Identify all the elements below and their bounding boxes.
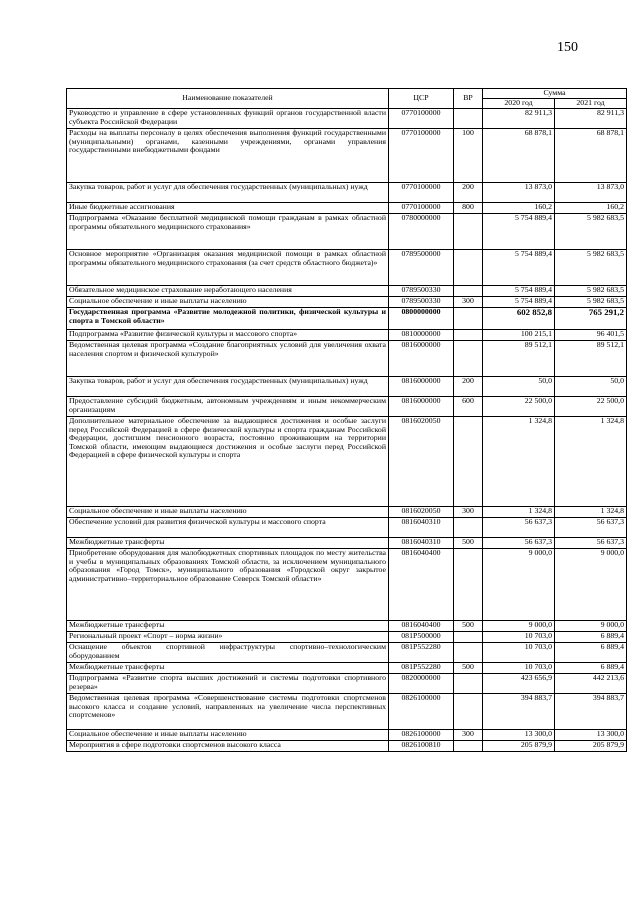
row-amount-2021: 1 324,8	[555, 417, 627, 507]
row-vr	[454, 694, 483, 730]
table-row	[67, 183, 627, 203]
row-name: Иные бюджетные ассигнования	[67, 203, 389, 214]
row-vr: 300	[454, 507, 483, 518]
row-vr: 500	[454, 538, 483, 549]
row-csr: 0770100000	[389, 109, 454, 129]
header-sum: Сумма	[483, 89, 627, 99]
row-vr	[454, 518, 483, 538]
row-name: Подпрограмма «Развитие спорта высших достижений и системы подготовки спортивного резерва»	[67, 674, 389, 694]
row-amount-2021: 765 291,2	[555, 308, 627, 330]
row-amount-2021: 5 982 683,5	[555, 297, 627, 308]
row-amount-2020: 423 656,9	[483, 674, 555, 694]
row-name: Социальное обеспечение и иные выплаты населению	[67, 507, 389, 518]
row-csr: 0826100000	[389, 730, 454, 741]
header-csr: ЦСР	[389, 89, 454, 109]
row-vr: 100	[454, 129, 483, 183]
row-amount-2021: 9 000,0	[555, 621, 627, 632]
row-amount-2021: 6 889,4	[555, 643, 627, 663]
row-vr	[454, 308, 483, 330]
row-amount-2020: 394 883,7	[483, 694, 555, 730]
row-vr	[454, 214, 483, 250]
row-vr	[454, 643, 483, 663]
row-vr: 200	[454, 183, 483, 203]
row-amount-2020: 9 000,0	[483, 549, 555, 621]
row-amount-2020: 56 637,3	[483, 538, 555, 549]
row-amount-2020: 1 324,8	[483, 417, 555, 507]
table-row	[67, 250, 627, 286]
table-row	[67, 730, 627, 741]
row-amount-2020: 68 878,1	[483, 129, 555, 183]
row-name: Подпрограмма «Развитие физической культуры и массового спорта»	[67, 330, 389, 341]
row-name: Социальное обеспечение и иные выплаты населению	[67, 297, 389, 308]
table-row	[67, 214, 627, 250]
table-row	[67, 549, 627, 621]
row-vr: 500	[454, 621, 483, 632]
row-name: Дополнительное материальное обеспечение за выдающиеся достижения и особые заслуги перед Российской Федерацией в сфере физической культуры и спорта гражданам Российской Федерации, достигшим пенсионного возраста, постоянно проживающим на территории Томской области, имеющим выдающиеся достижения и особые заслуги перед Российской Федерацией в сфере физической культуры и спорта	[67, 417, 389, 507]
table-row	[67, 341, 627, 377]
row-vr: 500	[454, 663, 483, 674]
budget-table	[66, 88, 627, 752]
row-vr: 200	[454, 377, 483, 397]
row-amount-2021: 5 982 683,5	[555, 286, 627, 297]
row-vr	[454, 109, 483, 129]
row-amount-2020: 5 754 889,4	[483, 286, 555, 297]
row-csr: 081P552280	[389, 663, 454, 674]
row-name: Подпрограмма «Оказание бесплатной медицинской помощи гражданам в рамках областной программы обязательного медицинского страхования»	[67, 214, 389, 250]
row-amount-2021: 5 982 683,5	[555, 250, 627, 286]
table-row	[67, 417, 627, 507]
table-row	[67, 643, 627, 663]
row-name: Оснащение объектов спортивной инфраструктуры спортивно–технологическим оборудованием	[67, 643, 389, 663]
row-amount-2021: 22 500,0	[555, 397, 627, 417]
row-name: Мероприятия в сфере подготовки спортсменов высокого класса	[67, 741, 389, 752]
row-amount-2020: 82 911,3	[483, 109, 555, 129]
row-name: Обеспечение условий для развития физической культуры и массового спорта	[67, 518, 389, 538]
row-amount-2021: 6 889,4	[555, 663, 627, 674]
row-amount-2021: 160,2	[555, 203, 627, 214]
table-row	[67, 397, 627, 417]
row-vr	[454, 674, 483, 694]
row-csr: 0789500330	[389, 297, 454, 308]
table-row	[67, 203, 627, 214]
row-name: Основное мероприятие «Организация оказания медицинской помощи в рамках областной программы обязательного медицинского страхования (за счет средств областного бюджета)»	[67, 250, 389, 286]
row-vr: 600	[454, 397, 483, 417]
row-csr: 0816040400	[389, 621, 454, 632]
row-vr	[454, 341, 483, 377]
table-row	[67, 286, 627, 297]
table-row	[67, 330, 627, 341]
row-amount-2021: 5 982 683,5	[555, 214, 627, 250]
row-csr: 0816000000	[389, 377, 454, 397]
row-vr	[454, 286, 483, 297]
row-name: Руководство и управление в сфере установленных функций органов государственной власти субъекта Российской Федерации	[67, 109, 389, 129]
row-csr: 0816040400	[389, 549, 454, 621]
row-vr	[454, 250, 483, 286]
row-csr: 0816000000	[389, 341, 454, 377]
row-amount-2020: 602 852,8	[483, 308, 555, 330]
row-vr	[454, 417, 483, 507]
row-amount-2021: 50,0	[555, 377, 627, 397]
table-row	[67, 663, 627, 674]
table-row	[67, 297, 627, 308]
table-row	[67, 694, 627, 730]
row-amount-2020: 5 754 889,4	[483, 297, 555, 308]
row-amount-2021: 394 883,7	[555, 694, 627, 730]
header-name: Наименование показателей	[67, 89, 389, 109]
table-body	[67, 109, 627, 752]
row-vr: 800	[454, 203, 483, 214]
row-amount-2021: 13 300,0	[555, 730, 627, 741]
row-csr: 0826100810	[389, 741, 454, 752]
row-csr: 0770100000	[389, 129, 454, 183]
row-vr	[454, 632, 483, 643]
row-amount-2020: 10 703,0	[483, 643, 555, 663]
table-row	[67, 377, 627, 397]
row-amount-2020: 1 324,8	[483, 507, 555, 518]
row-name: Государственная программа «Развитие молодежной политики, физической культуры и спорта в Томской области»	[67, 308, 389, 330]
page-number: 150	[557, 40, 578, 55]
row-csr: 0816020050	[389, 507, 454, 518]
row-amount-2020: 205 879,9	[483, 741, 555, 752]
table-row	[67, 518, 627, 538]
row-name: Расходы на выплаты персоналу в целях обеспечения выполнения функций государственными (муниципальными) органами, казенными учреждениями, органами управления государственными внебюджетными фондами	[67, 129, 389, 183]
row-csr: 0800000000	[389, 308, 454, 330]
row-amount-2021: 96 401,5	[555, 330, 627, 341]
row-name: Межбюджетные трансферты	[67, 663, 389, 674]
row-name: Межбюджетные трансферты	[67, 538, 389, 549]
header-vr: ВР	[454, 89, 483, 109]
row-csr: 0770100000	[389, 203, 454, 214]
row-name: Предоставление субсидий бюджетным, автономным учреждениям и иным некоммерческим организациям	[67, 397, 389, 417]
row-amount-2021: 13 873,0	[555, 183, 627, 203]
row-amount-2021: 442 213,6	[555, 674, 627, 694]
row-csr: 0810000000	[389, 330, 454, 341]
row-name: Социальное обеспечение и иные выплаты населению	[67, 730, 389, 741]
row-amount-2020: 22 500,0	[483, 397, 555, 417]
row-name: Ведомственная целевая программа «Совершенствование системы подготовки спортсменов высокого класса и создание условий, направленных на увеличение числа перспективных спортсменов»	[67, 694, 389, 730]
row-name: Обязательное медицинское страхование неработающего населения	[67, 286, 389, 297]
row-amount-2020: 13 300,0	[483, 730, 555, 741]
table-row	[67, 308, 627, 330]
row-csr: 0826100000	[389, 694, 454, 730]
row-amount-2020: 160,2	[483, 203, 555, 214]
row-amount-2021: 56 637,3	[555, 538, 627, 549]
header-year-2020: 2020 год	[483, 99, 555, 109]
table-row	[67, 741, 627, 752]
row-amount-2020: 50,0	[483, 377, 555, 397]
row-amount-2020: 9 000,0	[483, 621, 555, 632]
row-amount-2020: 10 703,0	[483, 632, 555, 643]
table-row	[67, 674, 627, 694]
row-vr: 300	[454, 297, 483, 308]
row-name: Закупка товаров, работ и услуг для обеспечения государственных (муниципальных) нужд	[67, 377, 389, 397]
table-row	[67, 632, 627, 643]
row-amount-2020: 10 703,0	[483, 663, 555, 674]
row-csr: 0780000000	[389, 214, 454, 250]
row-csr: 0770100000	[389, 183, 454, 203]
row-amount-2020: 5 754 889,4	[483, 250, 555, 286]
row-csr: 0816040310	[389, 518, 454, 538]
row-amount-2021: 205 879,9	[555, 741, 627, 752]
row-amount-2021: 68 878,1	[555, 129, 627, 183]
row-amount-2020: 89 512,1	[483, 341, 555, 377]
row-csr: 0820000000	[389, 674, 454, 694]
row-amount-2020: 13 873,0	[483, 183, 555, 203]
row-csr: 0816000000	[389, 397, 454, 417]
row-csr: 0789500000	[389, 250, 454, 286]
row-vr	[454, 330, 483, 341]
row-name: Региональный проект «Спорт – норма жизни»	[67, 632, 389, 643]
row-amount-2021: 9 000,0	[555, 549, 627, 621]
header-year-2021: 2021 год	[555, 99, 627, 109]
row-vr: 300	[454, 730, 483, 741]
row-amount-2021: 56 637,3	[555, 518, 627, 538]
row-csr: 081P552280	[389, 643, 454, 663]
table-row	[67, 129, 627, 183]
row-amount-2021: 89 512,1	[555, 341, 627, 377]
table-row	[67, 538, 627, 549]
row-name: Приобретение оборудования для малобюджетных спортивных площадок по месту жительства и учебы в муниципальных образованиях Томской области, за исключением муниципального образования «Город Томск», муниципального образования «Городской округ закрытое административно–территориальное образование Северск Томской области»	[67, 549, 389, 621]
row-vr	[454, 741, 483, 752]
row-amount-2020: 56 637,3	[483, 518, 555, 538]
row-csr: 0816020050	[389, 417, 454, 507]
row-amount-2021: 6 889,4	[555, 632, 627, 643]
row-csr: 0816040310	[389, 538, 454, 549]
row-vr	[454, 549, 483, 621]
row-name: Межбюджетные трансферты	[67, 621, 389, 632]
row-amount-2021: 82 911,3	[555, 109, 627, 129]
row-amount-2020: 5 754 889,4	[483, 214, 555, 250]
row-amount-2021: 1 324,8	[555, 507, 627, 518]
table-row	[67, 621, 627, 632]
row-csr: 081P500000	[389, 632, 454, 643]
row-name: Ведомственная целевая программа «Создание благоприятных условий для увеличения охвата населения спортом и физической культурой»	[67, 341, 389, 377]
row-csr: 0789500330	[389, 286, 454, 297]
table-row	[67, 507, 627, 518]
table-row	[67, 109, 627, 129]
row-amount-2020: 100 215,1	[483, 330, 555, 341]
row-name: Закупка товаров, работ и услуг для обеспечения государственных (муниципальных) нужд	[67, 183, 389, 203]
